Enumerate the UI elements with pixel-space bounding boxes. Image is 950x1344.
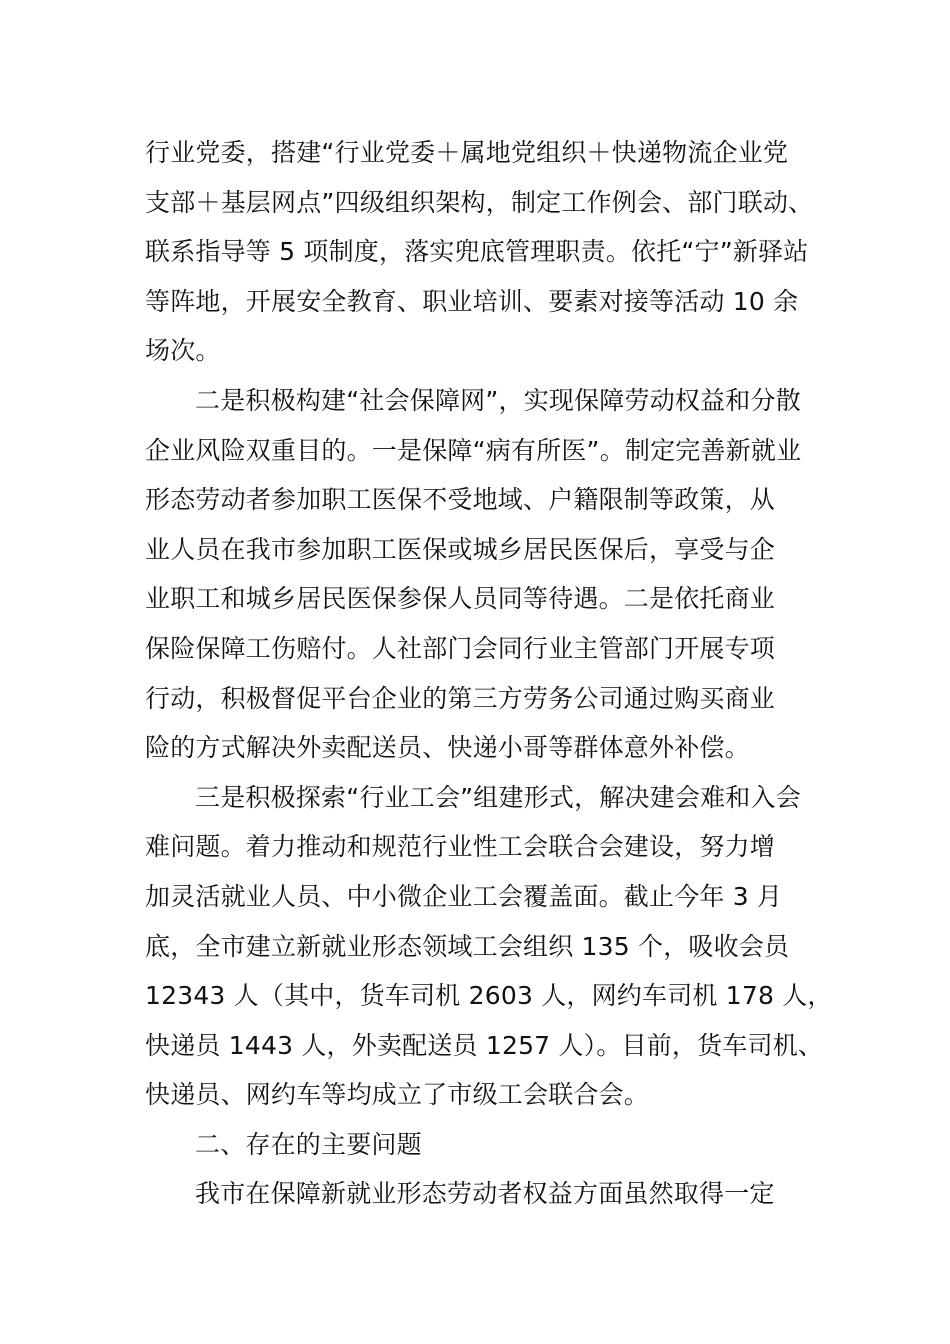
text-line: 12343 人（其中，货车司机 2603 人，网约车司机 178 人， (145, 981, 833, 1011)
text-line: 支部＋基层网点”四级组织架构，制定工作例会、部门联动、 (145, 187, 814, 217)
text-line: 险的方式解决外卖配送员、快递小哥等群体意外补偿。 (145, 733, 750, 763)
text-line: 企业风险双重目的。一是保障“病有所医”。制定完善新就业 (145, 435, 802, 465)
text-line: 快递员 1443 人，外卖配送员 1257 人）。目前，货车司机、 (145, 1030, 824, 1060)
text-line: 难问题。着力推动和规范行业性工会联合会建设，努力增 (145, 832, 776, 862)
text-line: 快递员、网约车等均成立了市级工会联合会。 (145, 1080, 650, 1110)
text-line: 保险保障工伤赔付。人社部门会同行业主管部门开展专项 (145, 633, 776, 663)
document-body (145, 128, 845, 1219)
text-line: 场次。 (145, 336, 221, 366)
text-line: 联系指导等 5 项制度，落实兜底管理职责。依托“宁”新驿站 (145, 237, 809, 267)
text-line: 形态劳动者参加职工医保不受地域、户籍限制等政策，从 (145, 485, 776, 515)
text-line: 底，全市建立新就业形态领域工会组织 135 个，吸收会员 (145, 931, 790, 961)
text-line: 行业党委，搭建“行业党委＋属地党组织＋快递物流企业党 (145, 138, 789, 167)
paragraph-first-line: 我市在保障新就业形态劳动者权益方面虽然取得一定 (195, 1179, 775, 1209)
text-line: 业职工和城乡居民医保参保人员同等待遇。二是依托商业 (145, 584, 776, 614)
paragraph-first-line: 二是积极构建“社会保障网”，实现保障劳动权益和分散 (195, 385, 801, 415)
text-line: 等阵地，开展安全教育、职业培训、要素对接等活动 10 余 (145, 286, 799, 316)
text-line: 业人员在我市参加职工医保或城乡居民医保后，享受与企 (145, 534, 776, 564)
paragraph-first-line: 三是积极探索“行业工会”组建形式，解决建会难和入会 (195, 782, 801, 812)
text-line: 行动，积极督促平台企业的第三方劳务公司通过购买商业 (145, 683, 776, 713)
paragraph-first-line: 二、存在的主要问题 (195, 1129, 422, 1159)
text-line: 加灵活就业人员、中小微企业工会覆盖面。截止今年 3 月 (145, 881, 783, 911)
